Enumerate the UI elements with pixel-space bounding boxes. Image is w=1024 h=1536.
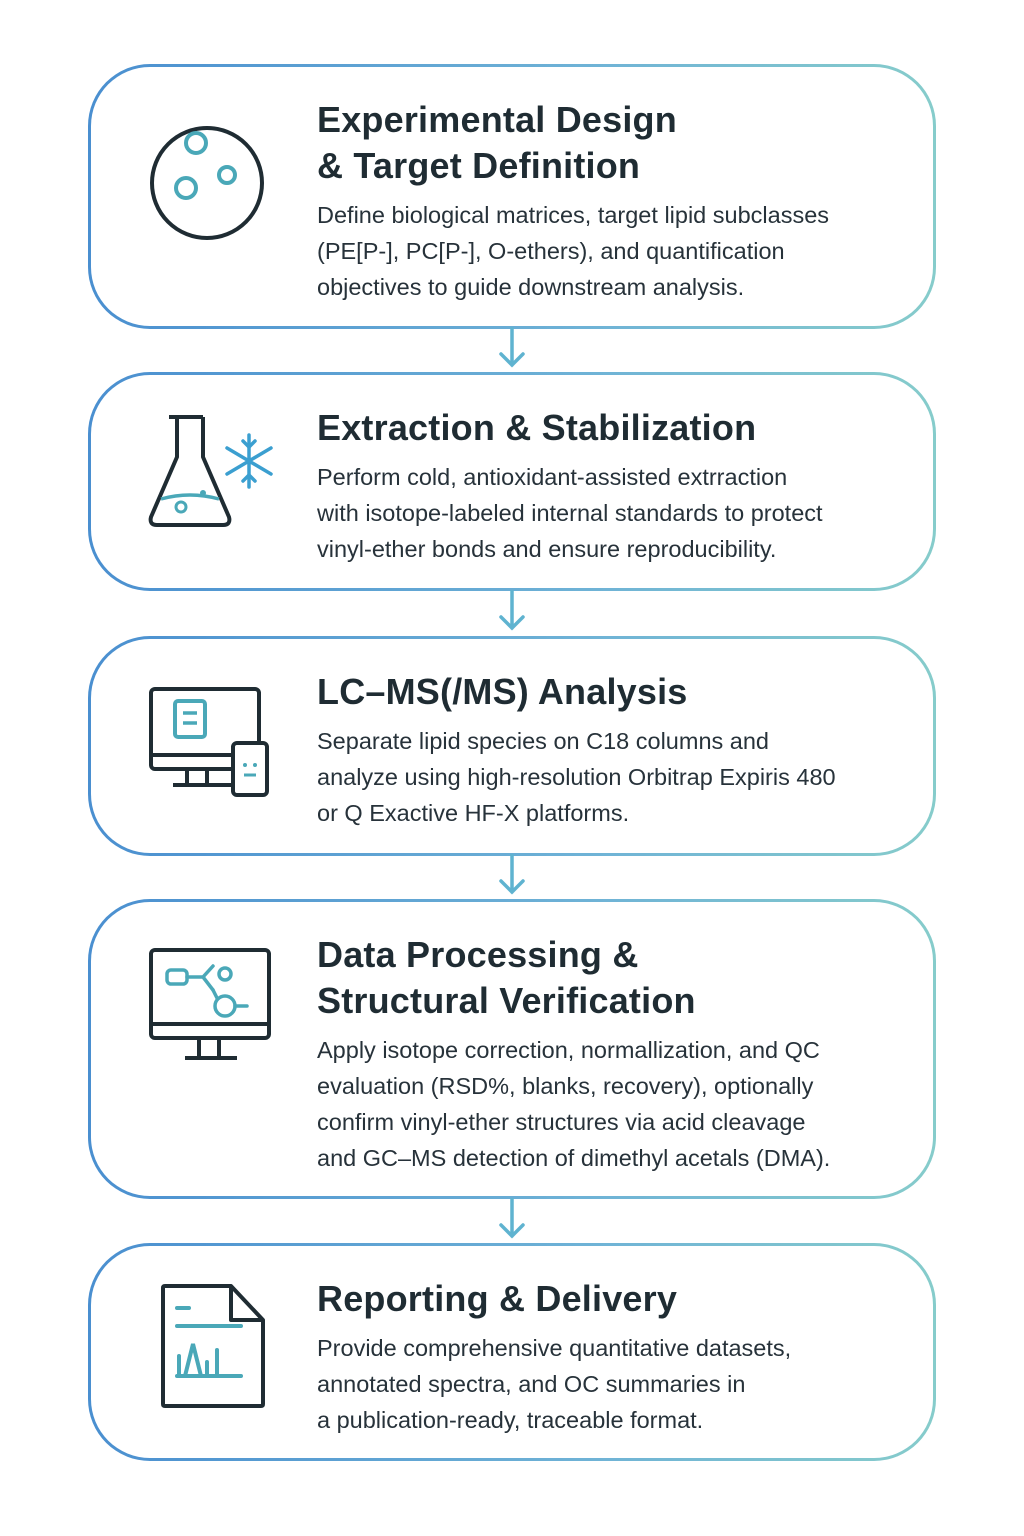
desc-line: Define biological matrices, target lipid subclasses [317, 202, 830, 228]
step-description [317, 459, 903, 567]
desc-line: confirm vinyl-ether structures via acid cleavage [317, 1109, 806, 1135]
desc-line: Separate lipid species on C18 columns and [317, 728, 769, 754]
arrow-down-icon [498, 1198, 526, 1242]
arrow-down-icon [498, 327, 526, 371]
molecule-monitor-icon [147, 946, 273, 1066]
desc-line: annotated spectra, and OC summaries in [317, 1371, 746, 1397]
report-document-icon [159, 1282, 269, 1412]
arrow-down-icon [498, 854, 526, 898]
step-card-data-processing [88, 899, 936, 1199]
petri-dish-icon [147, 123, 267, 243]
flask-snowflake-icon [147, 413, 287, 531]
step-description [317, 197, 903, 305]
step-card-reporting [88, 1243, 936, 1461]
step-title-line: Data Processing & [317, 934, 639, 975]
desc-line: evaluation (RSD%, blanks, recovery), optionally [317, 1073, 814, 1099]
desc-line: with isotope-labeled internal standards to protect [317, 500, 823, 526]
desc-line: or Q Exactive HF-X platforms. [317, 800, 630, 826]
step-card-lcms-analysis [88, 636, 936, 856]
step-description [317, 1330, 903, 1438]
step-title-line: Structural Verification [317, 980, 696, 1021]
desc-line: Perform cold, antioxidant-assisted extrraction [317, 464, 788, 490]
step-title-line: LC–MS(/MS) Analysis [317, 671, 688, 712]
step-description [317, 1032, 903, 1176]
step-title [317, 97, 903, 189]
step-title [317, 1276, 903, 1322]
step-title-line: Experimental Design [317, 99, 677, 140]
step-title [317, 405, 903, 451]
computer-device-icon [147, 685, 273, 801]
desc-line: and GC–MS detection of dimethyl acetals (DMA). [317, 1145, 831, 1171]
step-title-line: Extraction & Stabilization [317, 407, 757, 448]
desc-line: vinyl-ether bonds and ensure reproducibility. [317, 536, 777, 562]
desc-line: Apply isotope correction, normallization, and QC [317, 1037, 820, 1063]
desc-line: objectives to guide downstream analysis. [317, 274, 745, 300]
step-title [317, 932, 903, 1024]
desc-line: (PE[P-], PC[P-], O-ethers), and quantification [317, 238, 785, 264]
desc-line: Provide comprehensive quantitative datasets, [317, 1335, 792, 1361]
step-card-extraction [88, 372, 936, 591]
desc-line: analyze using high-resolution Orbitrap Expiris 480 [317, 764, 836, 790]
arrow-down-icon [498, 590, 526, 634]
step-title [317, 669, 903, 715]
step-card-experimental-design [88, 64, 936, 329]
step-title-line: Reporting & Delivery [317, 1278, 678, 1319]
step-description [317, 723, 903, 831]
desc-line: a publication-ready, traceable format. [317, 1407, 704, 1433]
step-title-line: & Target Definition [317, 145, 641, 186]
